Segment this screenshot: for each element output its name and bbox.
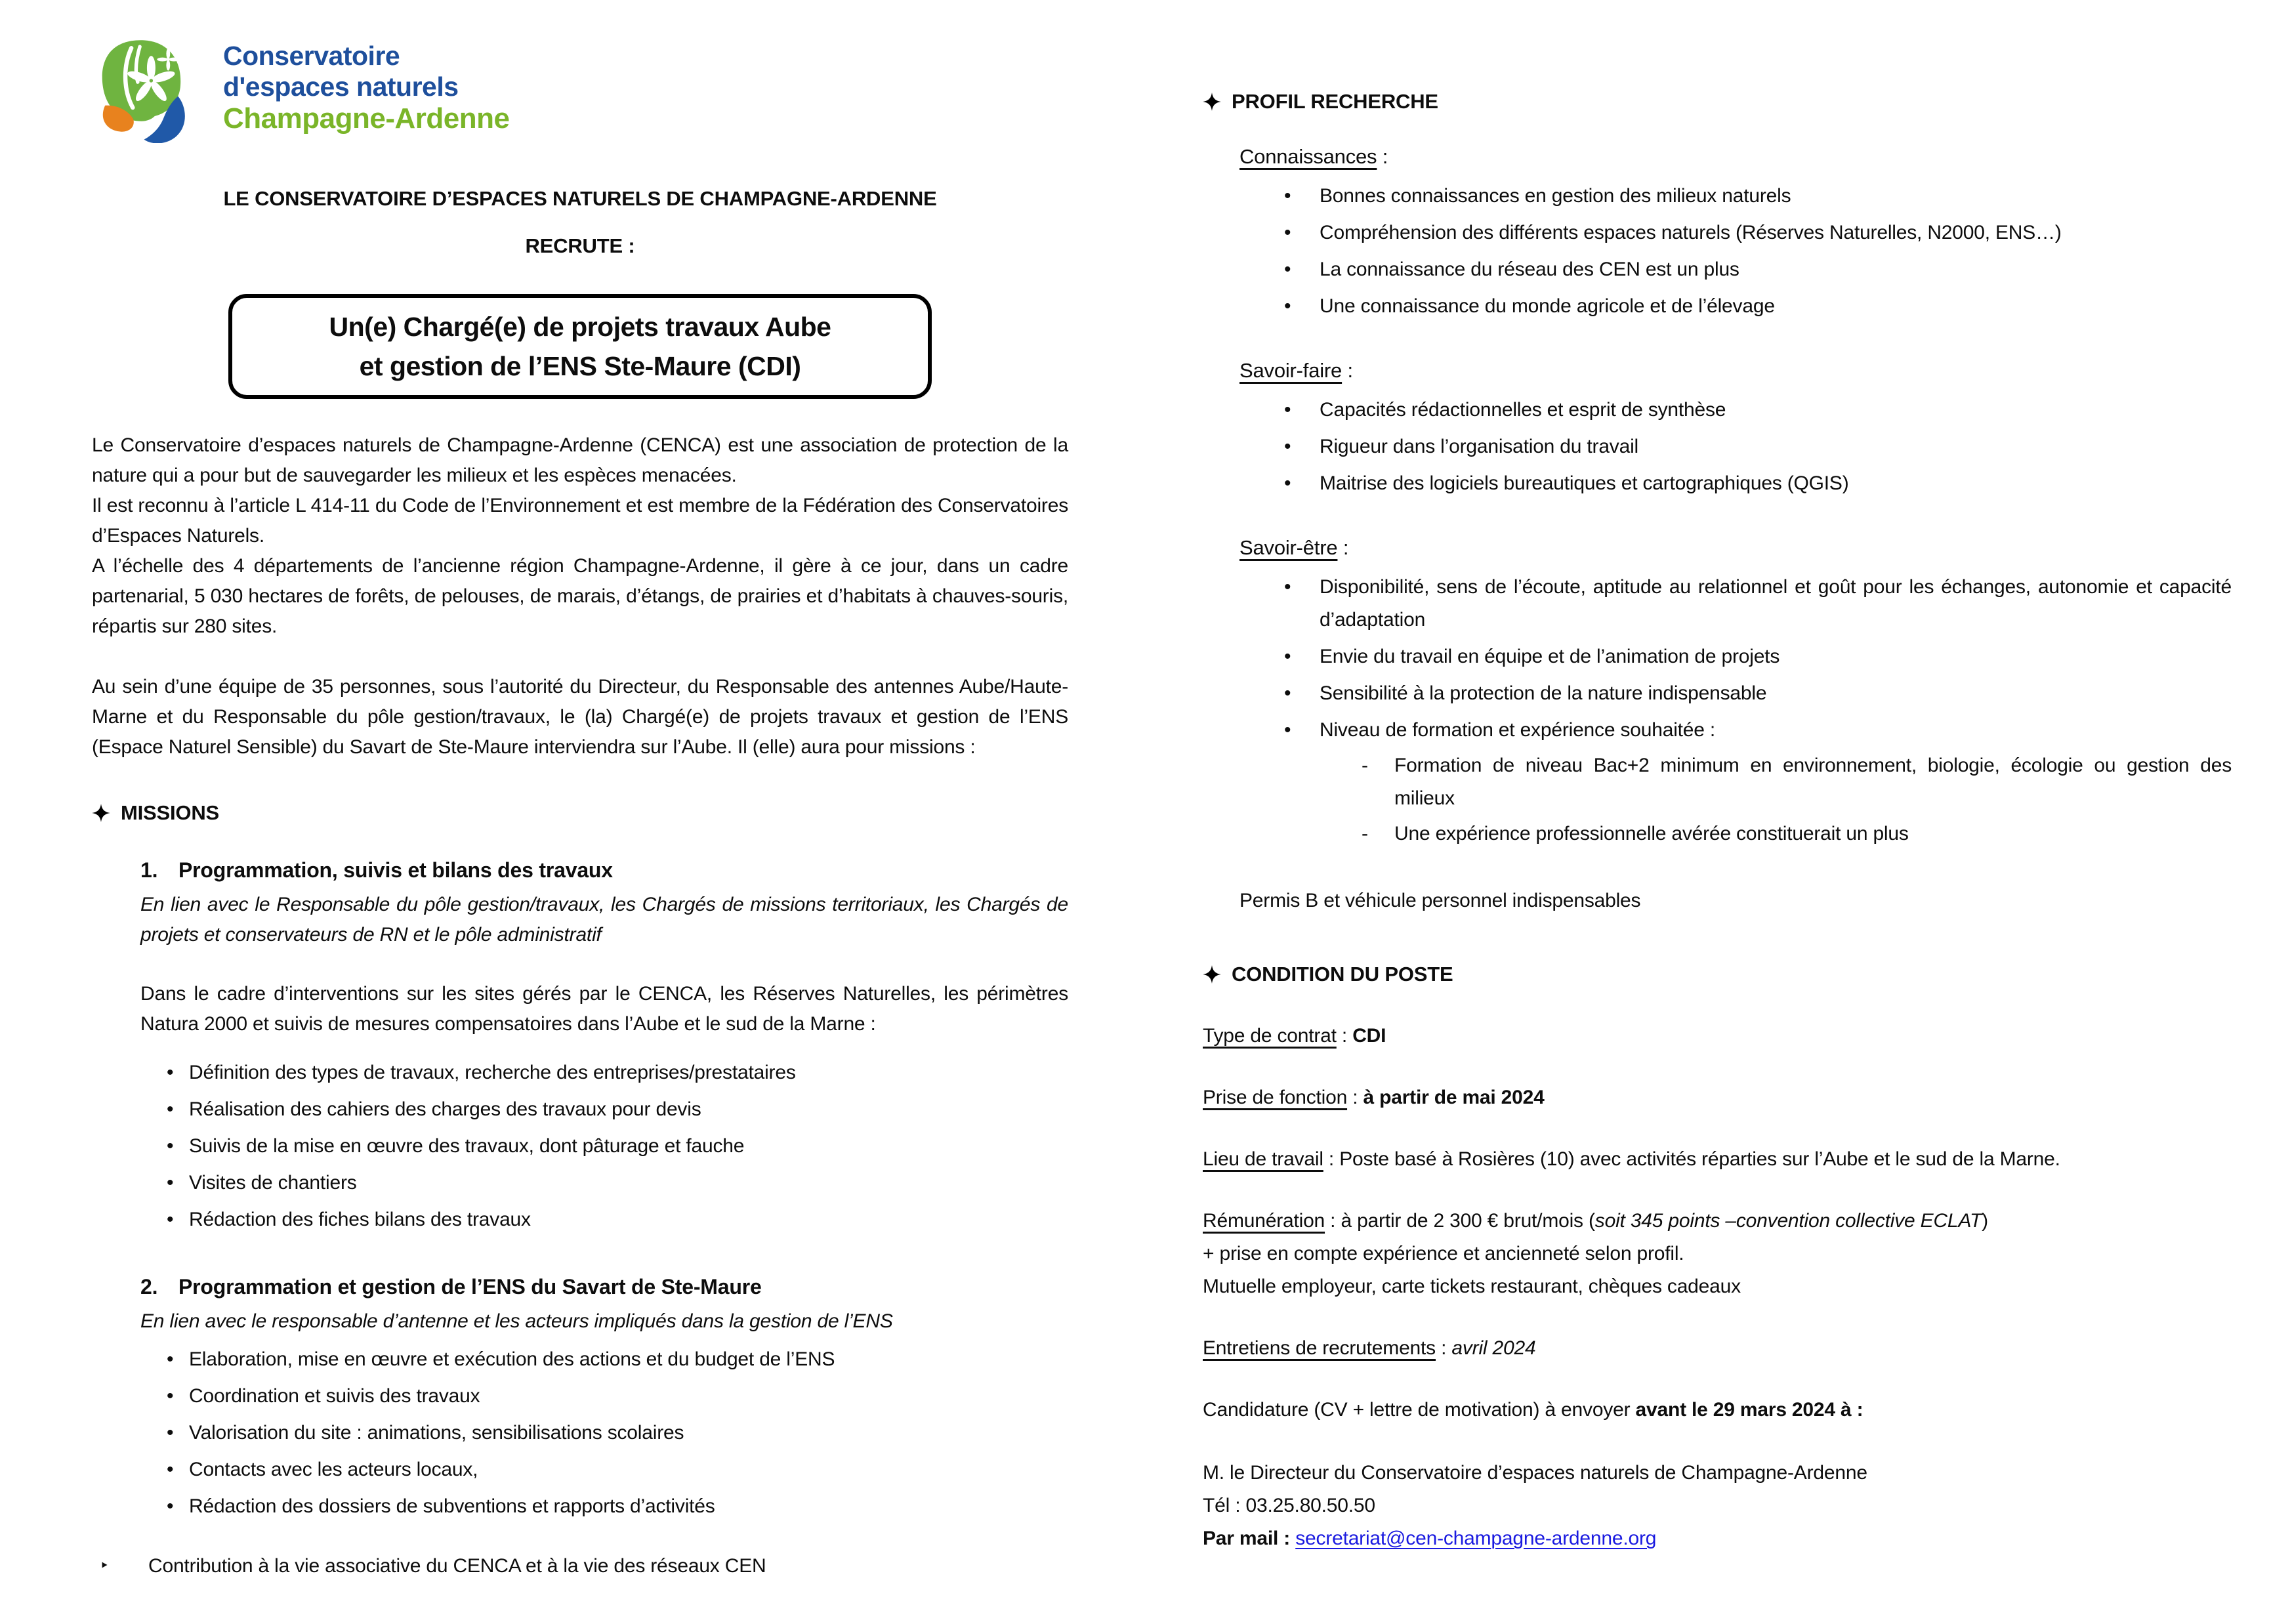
interviews-value: avril 2024 xyxy=(1451,1337,1536,1359)
savoir-faire-label xyxy=(1239,354,2232,387)
list-item: • Définition des types de travaux, recherche des entreprises/prestataires xyxy=(167,1058,1068,1087)
profile-heading-label: PROFIL RECHERCHE xyxy=(1232,90,1438,113)
page-title: LE CONSERVATOIRE D’ESPACES NATURELS DE CHAMPAGNE-ARDENNE xyxy=(223,187,937,210)
mission-2-bullets xyxy=(167,1344,1068,1521)
application-suffix: à : xyxy=(1835,1399,1863,1421)
triangle-bullet-icon: ‣ xyxy=(100,1557,109,1575)
contact-director: M. le Directeur du Conservatoire d’espaces naturels de Champagne-Ardenne xyxy=(1203,1462,1867,1484)
list-item: • Visites de chantiers xyxy=(167,1168,1068,1197)
label-colon: : xyxy=(1342,359,1353,382)
mission-section-1 xyxy=(92,854,1068,1234)
list-item: • Disponibilité, sens de l’écoute, aptitude au relationnel et goût pour les échanges, autonomie et capacité d’adaptation xyxy=(1281,571,2232,636)
star-icon xyxy=(92,804,110,822)
logo-graphic-icon xyxy=(92,37,203,143)
list-item: • Une connaissance du monde agricole et de l’élevage xyxy=(1281,290,2232,323)
savoir-faire-bullets xyxy=(1281,394,2232,500)
application-line xyxy=(1203,1394,2232,1426)
intro-paragraph-1: Le Conservatoire d’espaces naturels de Champagne-Ardenne (CENCA) est une association de protection de la nature qui a pour but de sauvegarder les milieux et les espèces menacées. xyxy=(92,434,1068,486)
contact-phone: Tél : 03.25.80.50.50 xyxy=(1203,1495,1375,1516)
star-icon xyxy=(1203,93,1221,111)
colon-separator: : xyxy=(1347,1087,1363,1108)
list-item: • Coordination et suivis des travaux xyxy=(167,1381,1068,1411)
application-prefix: Candidature (CV + lettre de motivation) à envoyer xyxy=(1203,1399,1636,1421)
right-column xyxy=(1203,0,2232,1555)
contribution-text: Contribution à la vie associative du CENCA et à la vie des réseaux CEN xyxy=(148,1555,766,1577)
niveau-subitems xyxy=(1358,749,2232,850)
connaissances-label xyxy=(1239,140,2232,173)
permis-note: Permis B et véhicule personnel indispensables xyxy=(1239,890,1641,911)
list-item: • Rédaction des fiches bilans des travaux xyxy=(167,1205,1068,1234)
salary-label: Rémunération xyxy=(1203,1210,1325,1232)
mission-1-number: 1. xyxy=(140,858,158,882)
connaissances-bullets xyxy=(1281,180,2232,323)
profile-heading xyxy=(1203,85,2232,118)
colon-separator: : xyxy=(1323,1148,1340,1170)
contract-type-label: Type de contrat xyxy=(1203,1025,1337,1047)
connaissances-label-text: Connaissances xyxy=(1239,145,1377,168)
list-item: • Sensibilité à la protection de la nature indispensable xyxy=(1281,677,2232,710)
recruit-line: RECRUTE : xyxy=(525,234,635,257)
intro-paragraph-3: A l’échelle des 4 départements de l’ancienne région Champagne-Ardenne, il gère à ce jour, dans un cadre partenarial, 5 030 hectares de forêts, de pelouses, de marais, d’étangs, de prairies et d’habitats à chauves-souris, répartis sur 280 sites. xyxy=(92,555,1068,637)
contract-type-item xyxy=(1203,1020,2232,1052)
intro-paragraph-2: Il est reconnu à l’article L 414-11 du Code de l’Environnement et est membre de la Fédération des Conservatoires d’Espaces Naturels. xyxy=(92,495,1068,547)
list-item: - Formation de niveau Bac+2 minimum en environnement, biologie, écologie ou gestion des milieux xyxy=(1358,749,2232,815)
salary-item xyxy=(1203,1205,2232,1303)
logo-name-line1: Conservatoire xyxy=(223,41,400,71)
salary-value-italic: soit 345 points –convention collective ECLAT xyxy=(1594,1210,1982,1232)
colon-separator: : xyxy=(1336,1025,1353,1047)
list-item: • Bonnes connaissances en gestion des milieux naturels xyxy=(1281,180,2232,213)
contact-block xyxy=(1203,1457,2232,1555)
list-item: • Envie du travail en équipe et de l’animation de projets xyxy=(1281,640,2232,673)
missions-heading-label: MISSIONS xyxy=(121,801,219,824)
salary-value-start: à partir de 2 300 € brut/mois ( xyxy=(1341,1210,1595,1232)
mission-2-lead: En lien avec le responsable d’antenne et les acteurs impliqués dans la gestion de l’ENS xyxy=(140,1310,893,1332)
salary-value-end: ) xyxy=(1982,1210,1988,1232)
mission-section-2 xyxy=(92,1271,1068,1521)
org-logo xyxy=(92,37,1068,143)
niveau-bullet-text: Niveau de formation et expérience souhaitée : xyxy=(1320,719,1716,741)
colon-separator: : xyxy=(1435,1337,1452,1359)
list-item: • La connaissance du réseau des CEN est un plus xyxy=(1281,253,2232,286)
contribution-item xyxy=(92,1551,1068,1581)
label-colon: : xyxy=(1377,145,1388,168)
intro-paragraph-4: Au sein d’une équipe de 35 personnes, sous l’autorité du Directeur, du Responsable des antennes Aube/Haute-Marne et du Responsable du pôle gestion/travaux, le (la) Chargé(e) de projets travaux et gestion de l’ENS (Espace Naturel Sensible) du Savart de Ste-Maure interviendra sur l’Aube. Il (elle) aura pour missions : xyxy=(92,676,1068,758)
list-item: • Suivis de la mise en œuvre des travaux, dont pâturage et fauche xyxy=(167,1131,1068,1161)
work-location-item xyxy=(1203,1143,2232,1176)
salary-line2: + prise en compte expérience et ancienneté selon profil. xyxy=(1203,1243,1684,1264)
logo-name-line2: d'espaces naturels xyxy=(223,72,459,102)
mission-2-number: 2. xyxy=(140,1275,158,1299)
left-column xyxy=(92,0,1068,1581)
mission-2-title xyxy=(140,1271,1068,1302)
logo-text xyxy=(223,37,509,135)
missions-heading xyxy=(92,798,1068,828)
mission-1-paragraph: Dans le cadre d’interventions sur les sites gérés par le CENCA, les Réserves Naturelles, les périmètres Natura 2000 et suivis de mesures compensatoires dans l’Aube et le sud de la Marne : xyxy=(140,983,1068,1035)
mission-1-bullets xyxy=(167,1058,1068,1234)
mission-2-title-text: Programmation et gestion de l’ENS du Savart de Ste-Maure xyxy=(178,1275,762,1299)
job-title-line1: Un(e) Chargé(e) de projets travaux Aube xyxy=(329,312,831,342)
conditions-heading xyxy=(1203,958,2232,991)
contract-type-value: CDI xyxy=(1352,1025,1386,1047)
job-title-line2: et gestion de l’ENS Ste-Maure (CDI) xyxy=(359,351,801,381)
label-colon: : xyxy=(1337,536,1349,559)
list-item xyxy=(1281,714,2232,850)
list-item: • Capacités rédactionnelles et esprit de synthèse xyxy=(1281,394,2232,427)
list-item: • Valorisation du site : animations, sensibilisations scolaires xyxy=(167,1418,1068,1447)
mission-1-lead: En lien avec le Responsable du pôle gestion/travaux, les Chargés de missions territoriaux, les Chargés de projets et conservateurs de RN et le pôle administratif xyxy=(140,894,1068,946)
list-item: • Réalisation des cahiers des charges des travaux pour devis xyxy=(167,1094,1068,1124)
savoir-etre-label-text: Savoir-être xyxy=(1239,536,1338,559)
star-icon xyxy=(1203,965,1221,984)
list-item: • Rédaction des dossiers de subventions et rapports d’activités xyxy=(167,1491,1068,1521)
list-item: • Elaboration, mise en œuvre et exécution des actions et du budget de l’ENS xyxy=(167,1344,1068,1374)
start-date-item xyxy=(1203,1081,2232,1114)
logo-region: Champagne-Ardenne xyxy=(223,102,510,135)
salary-line3: Mutuelle employeur, carte tickets restaurant, chèques cadeaux xyxy=(1203,1276,1741,1297)
list-item: • Maitrise des logiciels bureautiques et cartographiques (QGIS) xyxy=(1281,467,2232,500)
interviews-label: Entretiens de recrutements xyxy=(1203,1337,1436,1359)
list-item: • Contacts avec les acteurs locaux, xyxy=(167,1455,1068,1484)
start-date-label: Prise de fonction xyxy=(1203,1087,1348,1108)
mission-1-title xyxy=(140,854,1068,886)
conditions-heading-label: CONDITION DU POSTE xyxy=(1232,963,1453,986)
savoir-etre-bullets xyxy=(1281,571,2232,710)
job-title-box xyxy=(228,294,932,399)
mission-1-title-text: Programmation, suivis et bilans des travaux xyxy=(178,858,613,882)
application-deadline: avant le 29 mars 2024 xyxy=(1635,1399,1835,1421)
contact-mail-line xyxy=(1203,1522,2232,1555)
savoir-faire-label-text: Savoir-faire xyxy=(1239,359,1343,382)
salary-line1 xyxy=(1203,1205,2232,1238)
list-item: - Une expérience professionnelle avérée constituerait un plus xyxy=(1358,818,2232,850)
list-item: • Compréhension des différents espaces naturels (Réserves Naturelles, N2000, ENS…) xyxy=(1281,217,2232,249)
contact-mail-label: Par mail : xyxy=(1203,1528,1296,1549)
interviews-item xyxy=(1203,1332,2232,1365)
work-location-label: Lieu de travail xyxy=(1203,1148,1323,1170)
savoir-etre-label xyxy=(1239,531,2232,564)
start-date-value: à partir de mai 2024 xyxy=(1363,1087,1545,1108)
email-link[interactable]: secretariat@cen-champagne-ardenne.org xyxy=(1295,1528,1657,1549)
list-item: • Rigueur dans l’organisation du travail xyxy=(1281,430,2232,463)
savoir-etre-niveau xyxy=(1281,714,2232,850)
colon-separator: : xyxy=(1325,1210,1341,1232)
work-location-value: Poste basé à Rosières (10) avec activités réparties sur l’Aube et le sud de la Marne. xyxy=(1339,1148,2060,1170)
